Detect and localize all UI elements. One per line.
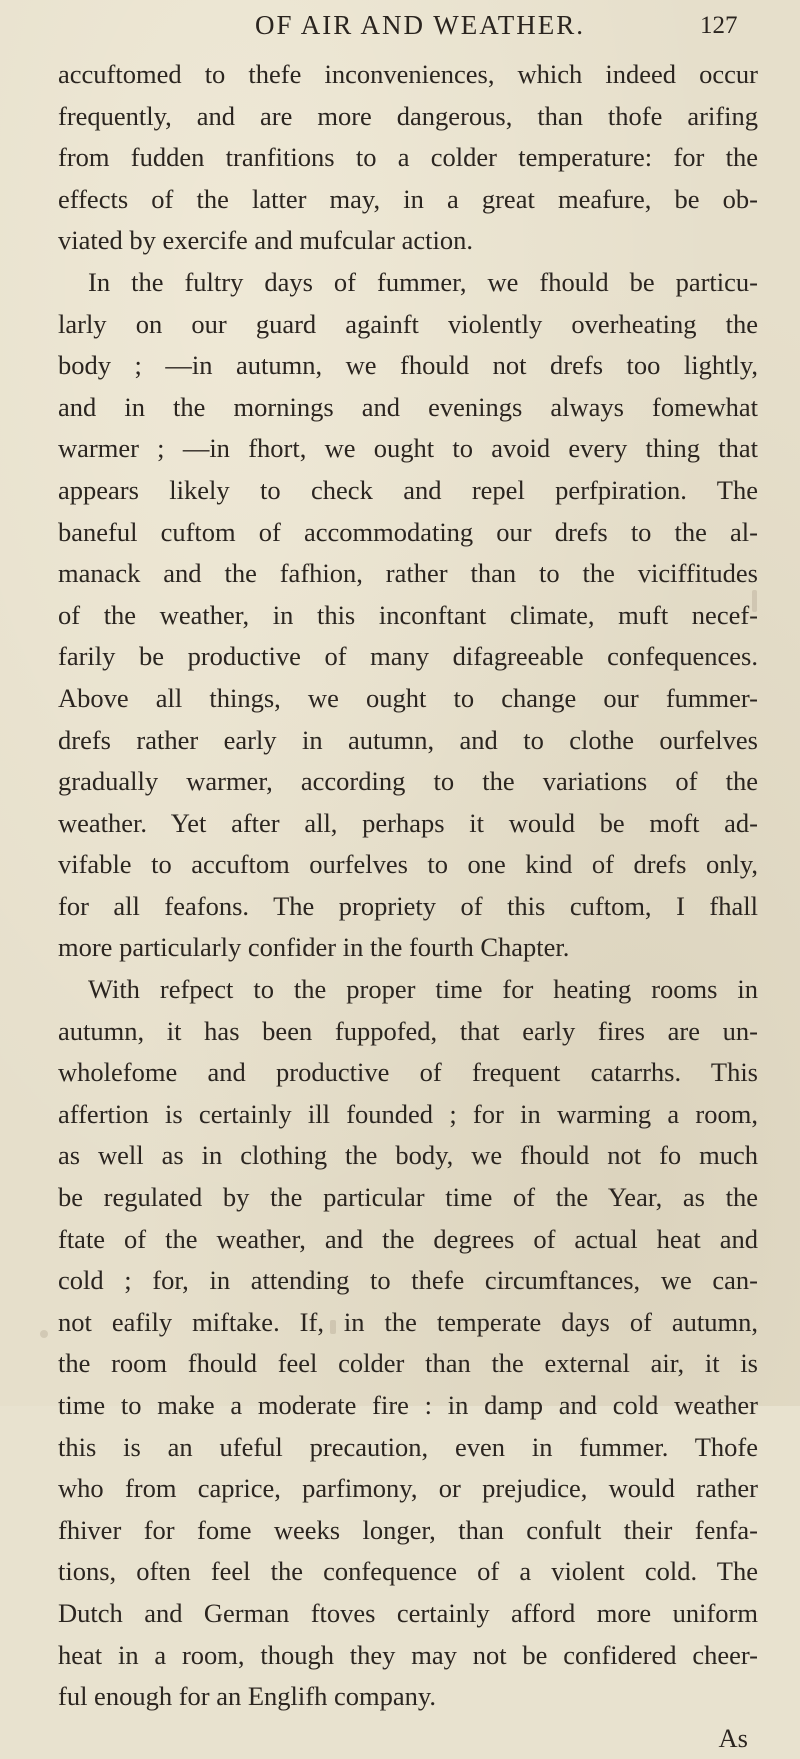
text-line: frequently, and are more dangerous, than thofe arifing (58, 100, 758, 131)
text-line: wholefome and productive of frequent catarrhs. This (58, 1057, 758, 1088)
text-line: effects of the latter may, in a great meafure, be ob- (58, 183, 758, 214)
text-line: time to make a moderate fire : in damp and cold weather (58, 1390, 758, 1420)
text-line: from fudden tranfitions to a colder temperature: for the (58, 142, 758, 173)
text-line: this is an ufeful precaution, even in fummer. Thofe (58, 1431, 758, 1462)
text-line: be regulated by the particular time of the Year, as the (58, 1182, 758, 1213)
paragraph-start-line: With refpect to the proper time for heating rooms in (88, 974, 758, 1005)
text-line: weather. Yet after all, perhaps it would be moft ad- (58, 807, 758, 838)
text-line: for all feafons. The propriety of this cuftom, I fhall (58, 890, 758, 921)
text-line: heat in a room, though they may not be confidered cheer- (58, 1639, 758, 1670)
text-line: accuftomed to thefe inconveniences, which indeed occur (58, 59, 758, 89)
text-line: of the weather, in this inconftant climate, muft necef- (58, 599, 758, 630)
text-line: and in the mornings and evenings always fomewhat (58, 391, 758, 422)
text-line: not eafily miftake. If, in the temperate days of autumn, (58, 1306, 758, 1337)
text-line: cold ; for, in attending to thefe circumftances, we can- (58, 1265, 758, 1296)
text-line: fhiver for fome weeks longer, than confult their fenfa- (58, 1514, 758, 1545)
text-line: who from caprice, parfimony, or prejudice, would rather (58, 1473, 758, 1504)
catchword: As (718, 1722, 748, 1753)
text-line: manack and the fafhion, rather than to the viciffitudes (58, 558, 758, 589)
text-line: tions, often feel the confequence of a violent cold. The (58, 1556, 758, 1587)
text-line: drefs rather early in autumn, and to clothe ourfelves (58, 724, 758, 755)
paragraph-start-line: In the fultry days of fummer, we fhould be particu- (88, 266, 758, 297)
text-line: more particularly confider in the fourth Chapter. (58, 932, 570, 963)
text-line: vifable to accuftom ourfelves to one kind of drefs only, (58, 849, 758, 880)
text-line: warmer ; —in fhort, we ought to avoid every thing that (58, 433, 758, 464)
text-line: as well as in clothing the body, we fhould not fo much (58, 1140, 758, 1171)
text-line: larly on our guard againft violently overheating the (58, 308, 758, 339)
text-line: baneful cuftom of accommodating our drefs to the al- (58, 516, 758, 547)
text-line: gradually warmer, according to the variations of the (58, 766, 758, 797)
text-line: ftate of the weather, and the degrees of actual heat and (58, 1223, 758, 1254)
page-number: 127 (700, 12, 738, 39)
text-line: Dutch and German ftoves certainly afford more uniform (58, 1597, 758, 1628)
text-line: body ; —in autumn, we fhould not drefs too lightly, (58, 350, 758, 381)
running-head (0, 10, 800, 54)
paper-foxing-spot (40, 1330, 48, 1338)
text-line: Above all things, we ought to change our fummer- (58, 682, 758, 713)
body-text (58, 54, 758, 1759)
text-line: ful enough for an Englifh company. (58, 1681, 437, 1712)
text-line: appears likely to check and repel perfpiration. The (58, 474, 758, 505)
text-line: the room fhould feel colder than the external air, it is (58, 1348, 758, 1379)
text-line: autumn, it has been fuppofed, that early fires are un- (58, 1015, 758, 1046)
text-line: affertion is certainly ill founded ; for in warming a room, (58, 1098, 758, 1129)
running-title: OF AIR AND WEATHER. (255, 10, 586, 40)
text-line: farily be productive of many difagreeable confequences. (58, 641, 758, 672)
text-line: viated by exercife and mufcular action. (58, 225, 473, 256)
